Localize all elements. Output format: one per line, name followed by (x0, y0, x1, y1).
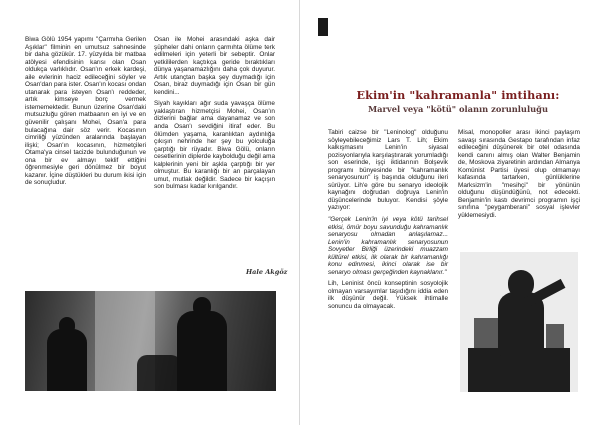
paragraph: Tabiri caizse bir "Leninolog" olduğunu söyleyebileceğimiz Lars T. Lih; Ekim kalkışmasını Lenin'in siyasal pozisyonlarıyla karşılaştırarak yorumladığı son eserinde, işçi iktidarının Bolşevik programı bünyesinde bir "kahramanlık senaryosunun" iş başında olduğunu ileri sürüyor. Lih'e göre bu senaryo ideolojik kaynağını doğrudan doğruya Lenin'in düşüncelerinde buluyor. Kendisi şöyle yazıyor: (328, 129, 448, 212)
right-column-1 (328, 129, 448, 315)
paragraph: Biwa Gölü 1954 yapımı "Çarmıha Gerilen Aşıklar" filminin en umutsuz sahnesinde bir daha gözükür. 17. yüzyılda bir matbaa atölyesi efendisinin karısı olan Osan oldukça varlıklıdır. Osan'ın erkek kardeşi, aile evlerinin haciz edileceğini söyler ve Osan'dan para ister. Osan'ın kocası ondan utanarak para isteyen Osan'ı reddeder, artık kimseye borç vermek istememektedir. Bunun üzerine Osan'daki mutsuzluğu gören matbaanın en iyi ve en güvenilir çalışanı Mohei, Osan'a para bulacağına dair söz verir. Kocasının cimriliği yüzünden aralarında başlayan ilişki; Osan'ın kocasının, hizmetçileri Otama'ya cinsel tacizde bulunduğunun ve ona bir ev almayı teklif ettiğini öğrenmesiyle geri dönülmez bir boyut kazanır. İçine düştükleri bu durum ikisi için de sonuçludur. (25, 36, 146, 187)
quote-paragraph: "Gerçek Lenin'in iyi veya kötü tarihsel etkisi, ömür boyu savunduğu kahramanlık senaryosu olmadan anlaşılamaz... Lenin'in kahramanlık senaryosunun Sovyetler Birliği üzerindeki muazzam kültürel etkisi, ilk olarak bir kahramanlığı konu edinmesi, ikinci olarak ise bir senaryo olması gerçeğinden kaynaklanır." (328, 216, 448, 276)
paragraph: Lih, Leninist öncü konseptinin sosyolojik olmayan varsayımlar taşıdığını iddia eden ilk düşünür değil. Yüksek ihtimalle sonuncu da olmayacak. (328, 280, 448, 311)
left-column-2 (154, 36, 275, 195)
paragraph: Misal, monopoller arası ikinci paylaşım savaşı sırasında Gestapo tarafından infaz edileceğini düşünerek bir otel odasında kendi canını almış olan Walter Benjamin de, Moskova ziyaretinin ardından Almanya Komünist Partisi üyesi olup olmamayı kafasında tartarken, günlüklerine Marksizm'in "mesihçi" bir yönünün olduğunu düşündüğünü, not edecekti. Benjamin'in kastı devrimci programın işçi sınıfına "peygamberani" sosyal işlevler yüklemesiydi. (458, 129, 580, 220)
article-title: Ekim'in "kahramanla" imtihanı: (356, 88, 560, 102)
article-subtitle: Marvel veya "kötü" olanın zorunluluğu (368, 104, 548, 114)
paragraph: Siyah kayıkları ağır suda yavaşça ölüme yaklaştıran hizmetçisi Mohei, Osan'ın dizlerini bağlar ama dayanamaz ve son anda Osan'ı sevdiğini itiraf eder. Bu ölümden yaşama, karanlıktan aydınlığa çıkışın nehrinde her şey bu yolculuğa çarptığı bir rüyadır. Biwa Gölü, onların cesetlerinin diplerde kaybolduğu değil ama kalplerinin yeni bir aşkla çarptığı bir yer olmuştur. Bu karanlığı bir an parçalayan umut, mutlak değildir. Sadece bir kaçışın son bulması kadar kırılgandır. (154, 100, 275, 191)
section-marker (318, 18, 328, 36)
right-page (300, 0, 600, 425)
left-column-1 (25, 36, 146, 191)
paragraph: Osan ile Mohei arasındaki aşka dair şüpheler dahi onların çarmıhta ölüme terk edilmeleri için yeterli bir sebeptir. Onlar yetkililerden kaçtıkça geride bıraktıkları dünya yaşanamazlığını daha çok duyurur. Artık utançtan başka şey duymadığı için Osan, biraz duymadığı için Osan bir gün kendini... (154, 36, 275, 96)
film-still-photo (25, 291, 276, 391)
right-column-2 (458, 129, 580, 224)
lenin-poster-illustration (460, 252, 578, 392)
author-signature: Hale Akgöz (246, 268, 288, 276)
